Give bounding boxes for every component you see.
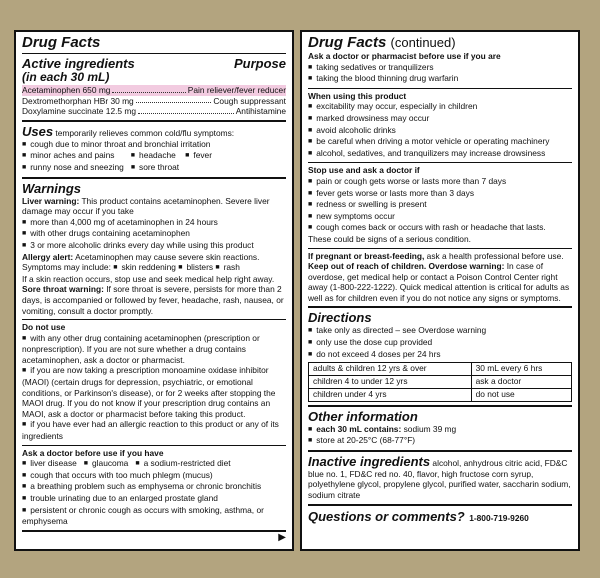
liver-item: ■ with other drugs containing acetaminophen — [22, 228, 286, 240]
liver-item: ■ 3 or more alcoholic drinks every day while using this product — [22, 240, 286, 252]
inactive-ingredients-text: alcohol, anhydrous citric acid, FD&C blue no. 1, FD&C red no. 40, flavor, high fructose corn syrup, polyethylene glycol, propylene glycol, purified water, saccharin sodium, sodium citrate — [308, 457, 571, 501]
keep-out-label: Keep out of reach of children. Overdose warning: — [308, 261, 505, 272]
ask-doctor-item: ■ glaucoma — [84, 458, 129, 468]
uses-item: ■ fever — [185, 150, 212, 160]
directions-item: ■ only use the dose cup provided — [308, 337, 572, 349]
directions-section — [308, 308, 572, 406]
pregnancy-label: If pregnant or breast-feeding, — [308, 250, 425, 261]
uses-heading: Uses — [22, 123, 54, 139]
liver-warning-text: This product contains acetaminophen. Severe liver damage may occur if you take — [22, 195, 270, 217]
pregnancy-overdose-section — [308, 249, 572, 309]
ask-pharmacist-section — [308, 32, 572, 89]
active-ingredients-heading: Active ingredients — [22, 56, 135, 71]
stop-use-item: ■ pain or cough gets worse or lasts more than 7 days — [308, 176, 572, 188]
pregnancy-text: ask a health professional before use. — [426, 250, 564, 261]
allergy-item: ■ blisters — [178, 262, 213, 272]
do-not-use-item: ■ with any other drug containing acetaminophen (prescription or nonprescription). If you are not sure whether a drug contains acetaminophen, ask a doctor or pharmacist. — [22, 333, 286, 366]
liver-item: ■ more than 4,000 mg of acetaminophen in 24 hours — [22, 217, 286, 229]
uses-item: ■ headache — [131, 150, 176, 160]
stop-use-section — [308, 163, 572, 248]
uses-intro: temporarily relieves common cold/flu symptoms: — [55, 127, 235, 138]
directions-item: ■ take only as directed – see Overdose warning — [308, 325, 572, 337]
table-row: adults & children 12 yrs & over 30 mL every 6 hrs — [309, 363, 572, 376]
sodium-label: each 30 mL contains: — [316, 423, 402, 434]
when-using-item: ■ be careful when driving a motor vehicle or operating machinery — [308, 136, 572, 148]
directions-item: ■ do not exceed 4 doses per 24 hrs — [308, 349, 572, 361]
do-not-use-item: ■ if you are now taking a prescription monoamine oxidase inhibitor (MAOI) (certain drugs for depression, psychiatric, or emotional conditions, or Parkinson's disease), or for 2 weeks after stopping the MAOI drug. If you do not know if your prescription drug contains an MAOI, ask a doctor or pharmacist before taking this product. — [22, 365, 286, 419]
drug-facts-right-panel — [300, 30, 580, 551]
inactive-ingredients-heading: Inactive ingredients — [308, 453, 431, 469]
ask-doctor-item: ■ cough that occurs with too much phlegm (mucus) — [22, 470, 286, 482]
when-using-item: ■ marked drowsiness may occur — [308, 113, 572, 125]
ask-pharmacist-item: ■ taking sedatives or tranquilizers — [308, 62, 572, 74]
when-using-item: ■ excitability may occur, especially in children — [308, 101, 572, 113]
stop-use-item: ■ redness or swelling is present — [308, 199, 572, 211]
ingredient-row: Doxylamine succinate 12.5 mg Antihistamine — [22, 106, 286, 117]
continue-arrow-icon: ▶ — [278, 532, 286, 543]
ask-doctor-item: ■ persistent or chronic cough as occurs with smoking, asthma, or emphysema — [22, 505, 286, 527]
table-row: children 4 to under 12 yrs ask a doctor — [309, 376, 572, 389]
purpose-heading: Purpose — [233, 56, 286, 71]
when-using-heading: When using this product — [308, 90, 407, 101]
warnings-section — [22, 179, 286, 321]
stop-use-item: ■ fever gets worse or lasts more than 3 days — [308, 188, 572, 200]
ingredient-row: Acetaminophen 650 mg Pain reliever/fever reducer — [22, 85, 286, 95]
do-not-use-section — [22, 320, 286, 446]
do-not-use-item: ■ if you have ever had an allergic reaction to this product or any of its ingredients — [22, 419, 286, 441]
table-row: children under 4 yrs do not use — [309, 388, 572, 401]
questions-phone: 1-800-719-9260 — [469, 512, 529, 523]
do-not-use-heading: Do not use — [22, 322, 66, 333]
questions-heading: Questions or comments? — [308, 508, 465, 524]
drug-facts-left-panel — [14, 30, 294, 551]
allergy-alert-text: Acetaminophen may cause severe skin reactions. Symptoms may include: — [22, 251, 260, 273]
stop-use-heading: Stop use and ask a doctor if — [308, 165, 420, 176]
ask-pharmacist-heading: Ask a doctor or pharmacist before use if you are — [308, 51, 501, 61]
ingredient-row: Dextromethorphan HBr 30 mg Cough suppressant — [22, 95, 286, 106]
sore-throat-text: If sore throat is severe, persists for more than 2 days, is accompanied or followed by fever, headache, rash, nausea, or vomiting, consult a doctor promptly. — [22, 284, 284, 316]
uses-item: ■ runny nose and sneezing — [22, 162, 124, 172]
stop-use-after: These could be signs of a serious condition. — [308, 233, 471, 244]
uses-section — [22, 122, 286, 179]
other-information-heading: Other information — [308, 408, 418, 424]
uses-item: ■ sore throat — [131, 162, 179, 172]
when-using-item: ■ alcohol, sedatives, and tranquilizers may increase drowsiness — [308, 148, 572, 160]
drug-facts-continued-title: Drug Facts — [308, 34, 387, 51]
overdose-text: In case of overdose, get medical help or contact a Poison Control Center right away (1-800-222-1222). Quick medical attention is critical for adults as well as for children even if you do not notice any signs or symptoms. — [308, 261, 570, 303]
storage-text: ■ store at 20-25°C (68-77°F) — [308, 435, 572, 447]
continued-label: (continued) — [390, 35, 456, 50]
active-ingredients-section — [22, 32, 286, 122]
inactive-ingredients-section — [308, 452, 572, 506]
warnings-heading: Warnings — [22, 180, 81, 196]
per-dose-note: (in each 30 mL) — [22, 70, 110, 84]
ask-doctor-item: ■ liver disease — [22, 458, 77, 468]
ask-doctor-heading: Ask a doctor before use if you have — [22, 447, 164, 458]
when-using-item: ■ avoid alcoholic drinks — [308, 125, 572, 137]
sodium-text: sodium 39 mg — [403, 423, 457, 434]
ask-pharmacist-item: ■ taking the blood thinning drug warfarin — [308, 73, 572, 85]
allergy-item: ■ skin reddening — [113, 262, 176, 272]
uses-item: ■ minor aches and pains — [22, 150, 115, 160]
ask-doctor-item: ■ a breathing problem such as emphysema or chronic bronchitis — [22, 481, 286, 493]
directions-heading: Directions — [308, 310, 372, 326]
uses-item: ■ cough due to minor throat and bronchial irritation — [22, 139, 286, 151]
liver-warning-label: Liver warning: — [22, 195, 80, 206]
stop-use-item: ■ cough comes back or occurs with rash or headache that lasts. — [308, 222, 572, 234]
sore-throat-label: Sore throat warning: — [22, 284, 104, 295]
ask-doctor-item: ■ a sodium-restricted diet — [135, 458, 230, 468]
questions-section — [308, 506, 572, 529]
ask-doctor-section — [22, 446, 286, 532]
allergy-item: ■ rash — [215, 262, 240, 272]
drug-facts-title: Drug Facts — [22, 34, 286, 54]
dosage-table — [308, 362, 572, 401]
allergy-alert-label: Allergy alert: — [22, 251, 74, 262]
when-using-section — [308, 89, 572, 164]
ask-doctor-item: ■ trouble urinating due to an enlarged prostate gland — [22, 493, 286, 505]
allergy-after-text: If a skin reaction occurs, stop use and seek medical help right away. — [22, 273, 275, 284]
stop-use-item: ■ new symptoms occur — [308, 211, 572, 223]
other-information-section — [308, 407, 572, 452]
